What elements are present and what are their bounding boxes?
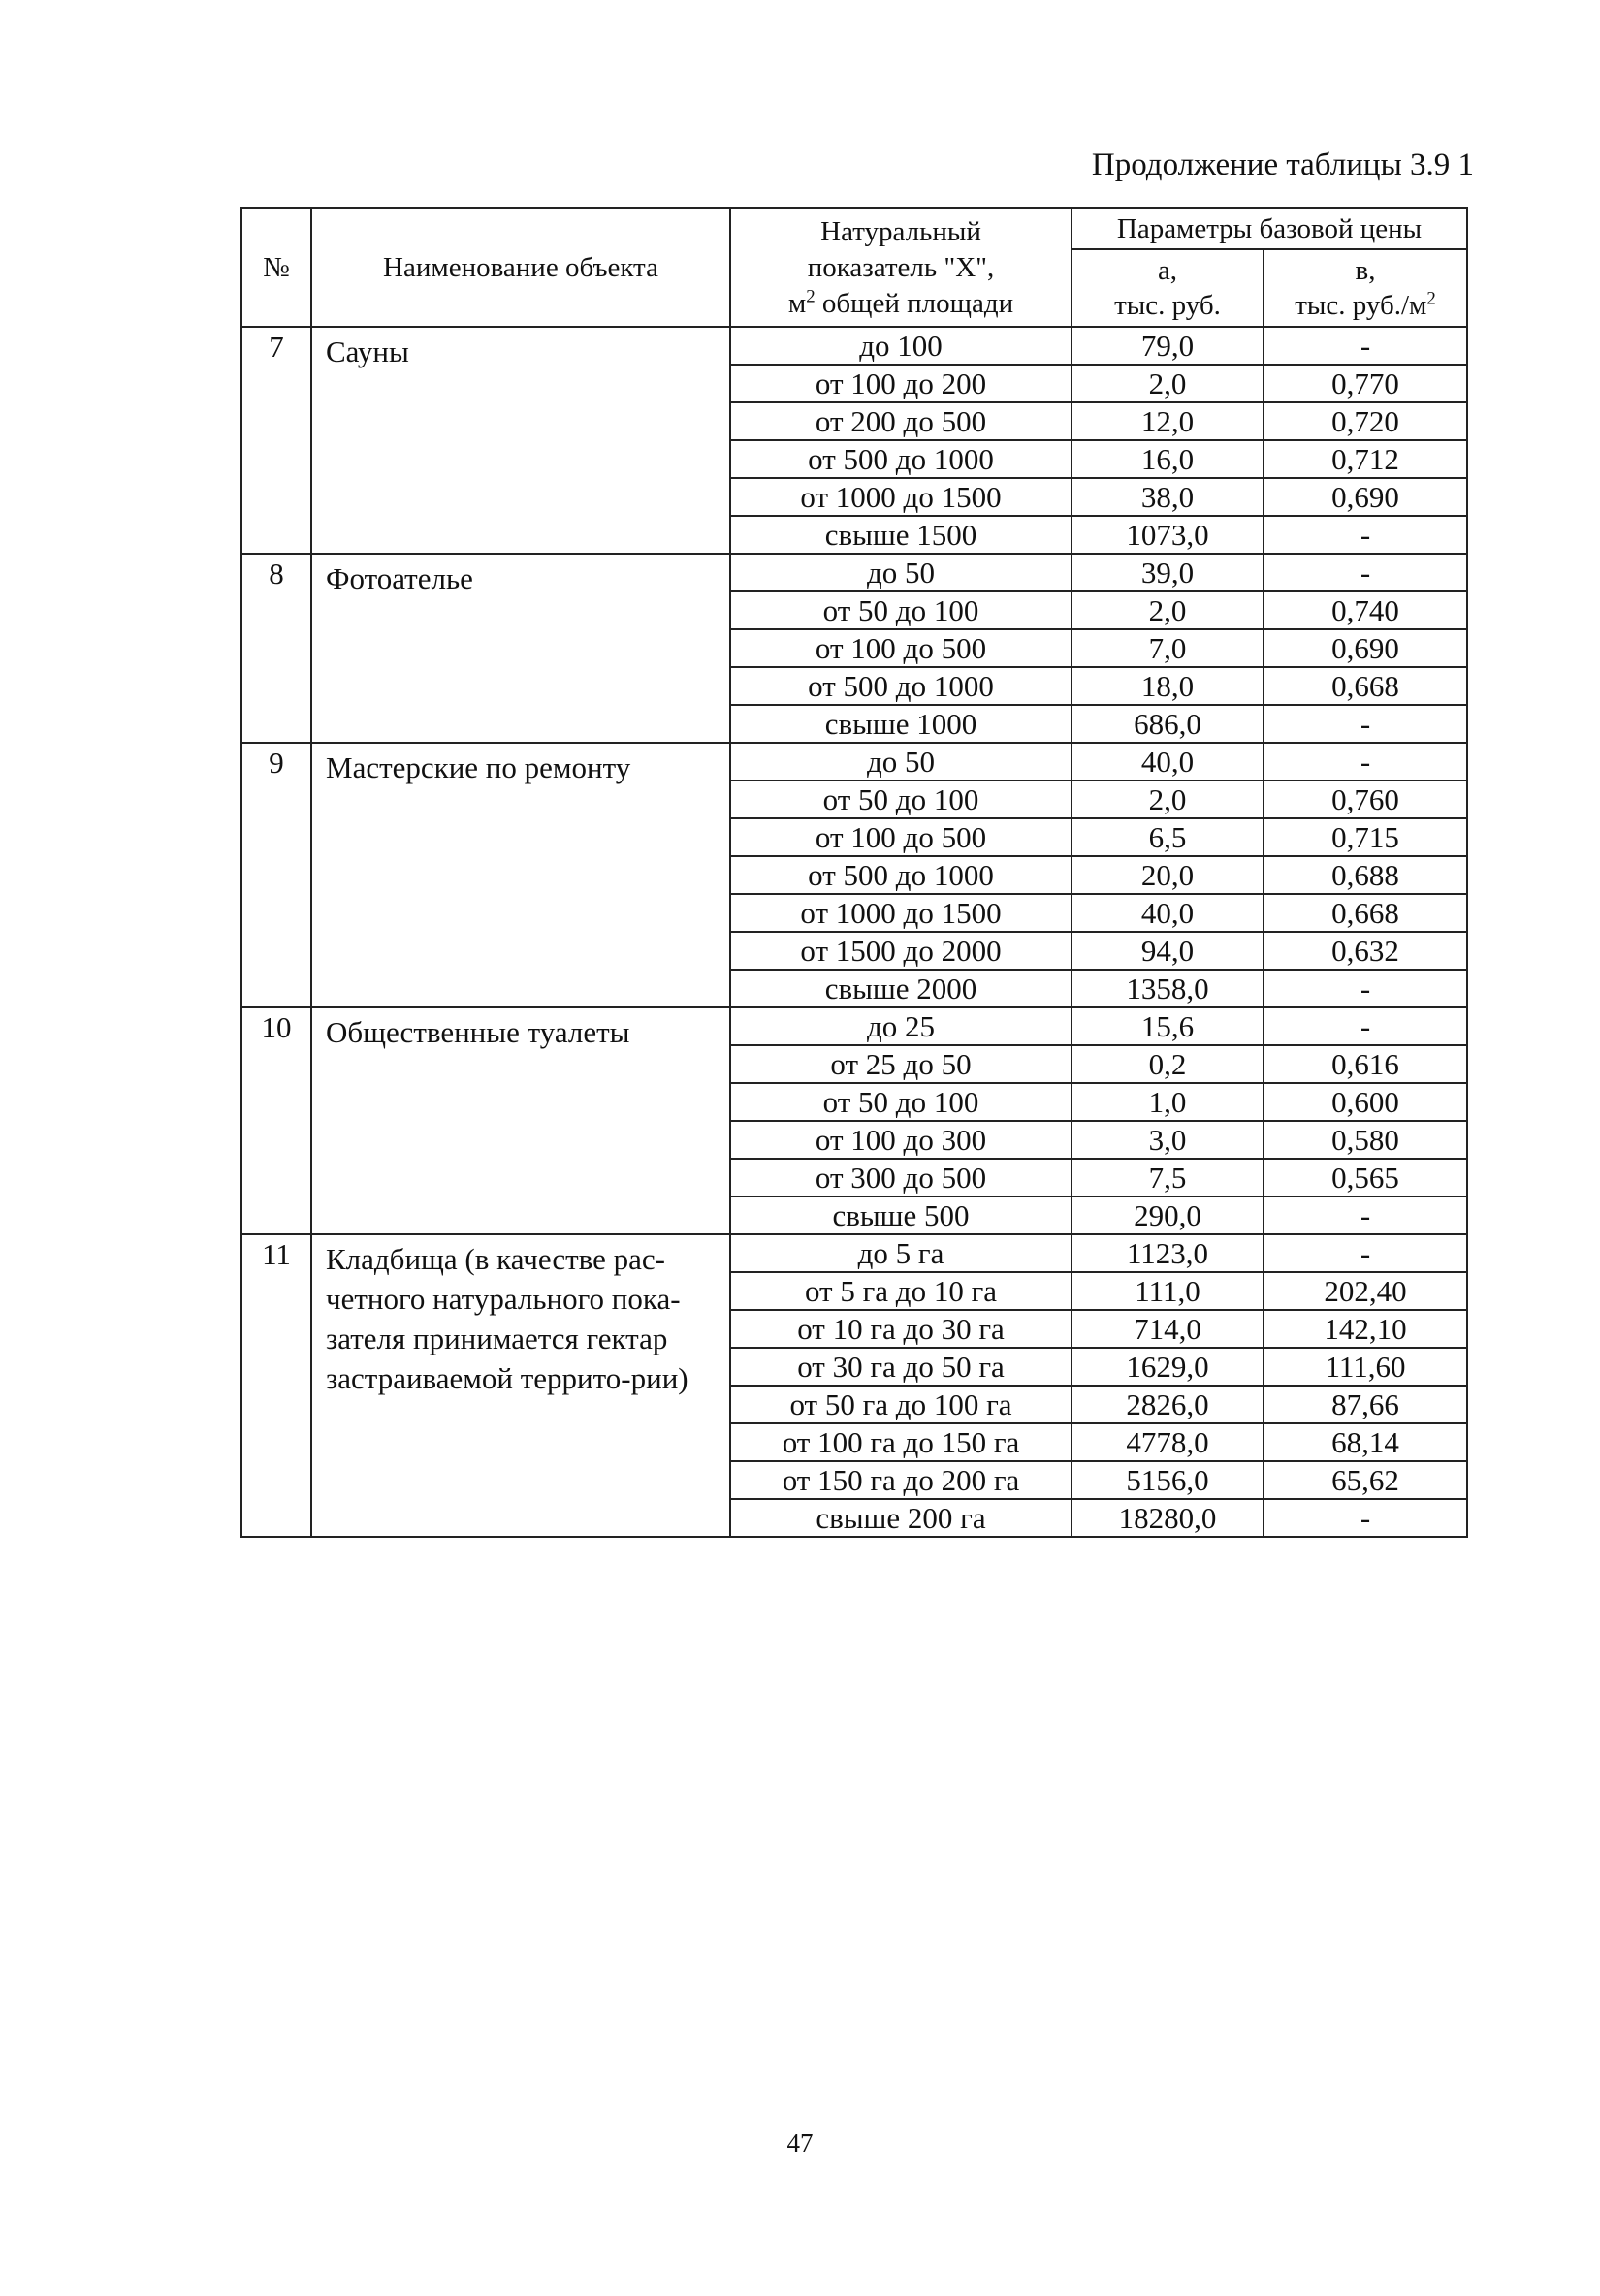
param-a: 4778,0 [1072, 1423, 1264, 1461]
param-b: 0,580 [1264, 1121, 1467, 1159]
object-number: 11 [241, 1234, 311, 1537]
param-a: 111,0 [1072, 1272, 1264, 1310]
param-a: 2826,0 [1072, 1386, 1264, 1423]
param-b: - [1264, 1007, 1467, 1045]
header-indicator-line3: общей площади [821, 287, 1014, 319]
object-name: Сауны [311, 327, 730, 554]
param-a: 18280,0 [1072, 1499, 1264, 1537]
indicator-range: до 100 [730, 327, 1072, 365]
param-a: 7,5 [1072, 1159, 1264, 1196]
header-a-line2: тыс. руб. [1114, 290, 1221, 321]
header-b-line2: тыс. руб./м [1295, 290, 1427, 321]
param-b: 202,40 [1264, 1272, 1467, 1310]
indicator-range: до 5 га [730, 1234, 1072, 1272]
param-a: 5156,0 [1072, 1461, 1264, 1499]
indicator-range: от 300 до 500 [730, 1159, 1072, 1196]
param-a: 94,0 [1072, 932, 1264, 970]
param-a: 6,5 [1072, 818, 1264, 856]
param-b: - [1264, 743, 1467, 781]
indicator-range: от 10 га до 30 га [730, 1310, 1072, 1348]
param-a: 12,0 [1072, 402, 1264, 440]
indicator-range: от 100 до 200 [730, 365, 1072, 402]
table-row [241, 554, 1467, 591]
param-a: 1123,0 [1072, 1234, 1264, 1272]
indicator-range: от 100 до 300 [730, 1121, 1072, 1159]
param-b: 0,600 [1264, 1083, 1467, 1121]
indicator-range: свыше 500 [730, 1196, 1072, 1234]
header-params: Параметры базовой цены [1072, 208, 1467, 249]
param-a: 7,0 [1072, 629, 1264, 667]
indicator-range: от 50 до 100 [730, 591, 1072, 629]
table-row [241, 327, 1467, 365]
param-a: 16,0 [1072, 440, 1264, 478]
indicator-range: от 5 га до 10 га [730, 1272, 1072, 1310]
indicator-range: от 500 до 1000 [730, 440, 1072, 478]
table-body [241, 327, 1467, 1537]
param-b: 0,690 [1264, 629, 1467, 667]
param-b: 0,616 [1264, 1045, 1467, 1083]
indicator-range: от 25 до 50 [730, 1045, 1072, 1083]
header-indicator-line1: Натуральный [820, 215, 981, 247]
param-b: 68,14 [1264, 1423, 1467, 1461]
param-b: 0,668 [1264, 894, 1467, 932]
header-indicator [730, 208, 1072, 327]
header-a [1072, 249, 1264, 327]
indicator-range: от 500 до 1000 [730, 667, 1072, 705]
price-table [240, 207, 1468, 1538]
param-a: 18,0 [1072, 667, 1264, 705]
header-b [1264, 249, 1467, 327]
object-number: 10 [241, 1007, 311, 1234]
param-b: - [1264, 970, 1467, 1007]
header-indicator-unit: м [787, 287, 807, 319]
param-a: 2,0 [1072, 365, 1264, 402]
indicator-range: до 50 [730, 743, 1072, 781]
param-a: 39,0 [1072, 554, 1264, 591]
header-indicator-line2: показатель "X", [807, 251, 995, 283]
table-row [241, 1007, 1467, 1045]
param-a: 40,0 [1072, 894, 1264, 932]
indicator-range: от 100 га до 150 га [730, 1423, 1072, 1461]
param-a: 290,0 [1072, 1196, 1264, 1234]
param-a: 40,0 [1072, 743, 1264, 781]
param-a: 686,0 [1072, 705, 1264, 743]
param-b: - [1264, 516, 1467, 554]
indicator-range: от 50 до 100 [730, 1083, 1072, 1121]
param-a: 79,0 [1072, 327, 1264, 365]
indicator-range: свыше 2000 [730, 970, 1072, 1007]
indicator-range: от 50 га до 100 га [730, 1386, 1072, 1423]
param-a: 15,6 [1072, 1007, 1264, 1045]
param-b: 0,668 [1264, 667, 1467, 705]
param-b: - [1264, 1196, 1467, 1234]
indicator-range: до 50 [730, 554, 1072, 591]
indicator-range: от 500 до 1000 [730, 856, 1072, 894]
param-b: 0,760 [1264, 781, 1467, 818]
indicator-range: от 1500 до 2000 [730, 932, 1072, 970]
param-b: 65,62 [1264, 1461, 1467, 1499]
param-b: 0,690 [1264, 478, 1467, 516]
indicator-range: от 1000 до 1500 [730, 894, 1072, 932]
object-name: Фотоателье [311, 554, 730, 743]
table-header [241, 208, 1467, 327]
param-a: 2,0 [1072, 781, 1264, 818]
object-name: Общественные туалеты [311, 1007, 730, 1234]
header-a-line1: а, [1157, 255, 1178, 286]
param-b: 0,770 [1264, 365, 1467, 402]
object-number: 9 [241, 743, 311, 1007]
indicator-range: от 150 га до 200 га [730, 1461, 1072, 1499]
param-a: 1358,0 [1072, 970, 1264, 1007]
object-number: 8 [241, 554, 311, 743]
param-b: - [1264, 327, 1467, 365]
header-num: № [241, 208, 311, 327]
param-a: 20,0 [1072, 856, 1264, 894]
header-name: Наименование объекта [311, 208, 730, 327]
page-number: 47 [786, 2128, 814, 2157]
param-b: 87,66 [1264, 1386, 1467, 1423]
object-name: Мастерские по ремонту [311, 743, 730, 1007]
param-b: 0,720 [1264, 402, 1467, 440]
param-a: 1073,0 [1072, 516, 1264, 554]
param-a: 0,2 [1072, 1045, 1264, 1083]
indicator-range: свыше 1000 [730, 705, 1072, 743]
indicator-range: от 200 до 500 [730, 402, 1072, 440]
header-indicator-exponent: 2 [806, 285, 816, 306]
param-b: - [1264, 1234, 1467, 1272]
indicator-range: от 100 до 500 [730, 629, 1072, 667]
param-a: 714,0 [1072, 1310, 1264, 1348]
param-a: 3,0 [1072, 1121, 1264, 1159]
indicator-range: от 100 до 500 [730, 818, 1072, 856]
param-b: 0,632 [1264, 932, 1467, 970]
indicator-range: до 25 [730, 1007, 1072, 1045]
param-b: - [1264, 554, 1467, 591]
object-number: 7 [241, 327, 311, 554]
table-row [241, 1234, 1467, 1272]
indicator-range: свыше 200 га [730, 1499, 1072, 1537]
param-b: 142,10 [1264, 1310, 1467, 1348]
param-a: 1,0 [1072, 1083, 1264, 1121]
object-name: Кладбища (в качестве рас-четного натурального пока-зателя принимается гектар застраиваемой террито-рии) [311, 1234, 730, 1537]
param-b: 0,715 [1264, 818, 1467, 856]
param-b: 0,688 [1264, 856, 1467, 894]
param-b: 0,740 [1264, 591, 1467, 629]
param-a: 2,0 [1072, 591, 1264, 629]
param-b: 0,712 [1264, 440, 1467, 478]
param-b: - [1264, 1499, 1467, 1537]
param-a: 1629,0 [1072, 1348, 1264, 1386]
param-b: 111,60 [1264, 1348, 1467, 1386]
table-caption: Продолжение таблицы 3.9 1 [1091, 147, 1474, 182]
param-b: - [1264, 705, 1467, 743]
param-b: 0,565 [1264, 1159, 1467, 1196]
header-b-line1: в, [1355, 255, 1376, 286]
indicator-range: свыше 1500 [730, 516, 1072, 554]
param-a: 38,0 [1072, 478, 1264, 516]
table-row [241, 743, 1467, 781]
indicator-range: от 30 га до 50 га [730, 1348, 1072, 1386]
indicator-range: от 1000 до 1500 [730, 478, 1072, 516]
header-b-exponent: 2 [1426, 288, 1436, 309]
indicator-range: от 50 до 100 [730, 781, 1072, 818]
